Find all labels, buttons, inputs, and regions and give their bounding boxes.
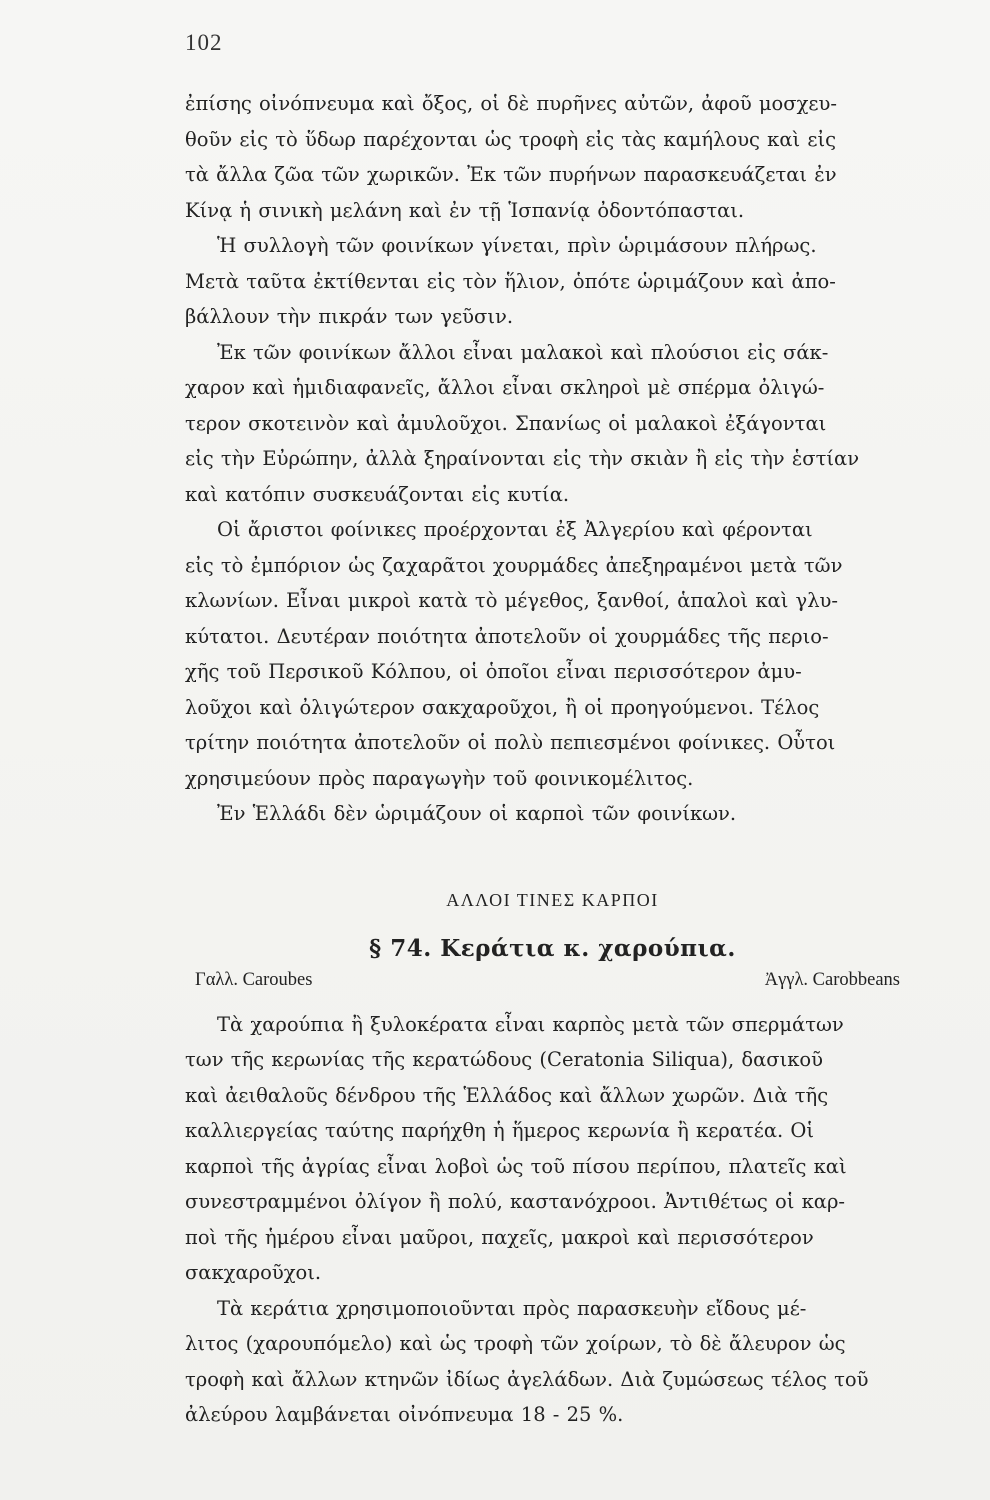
text-line: λιτος (χαρουπόμελο) καὶ ὡς τροφὴ τῶν χοίρων, τὸ δὲ ἄλευρον ὡς — [185, 1332, 846, 1355]
text-line: ἐπίσης οἰνόπνευμα καὶ ὄξος, οἱ δὲ πυρῆνες αὐτῶν, ἀφοῦ μοσχευ- — [185, 92, 837, 115]
text-line: Τὰ κεράτια χρησιμοποιοῦνται πρὸς παρασκευὴν εἴδους μέ- — [217, 1296, 807, 1320]
text-line: καὶ κατόπιν συσκευάζονται εἰς κυτία. — [185, 482, 570, 506]
text-line: Ἐν Ἑλλάδι δὲν ὡριμάζουν οἱ καρποὶ τῶν φοινίκων. — [217, 802, 737, 825]
text-line: Μετὰ ταῦτα ἐκτίθενται εἰς τὸν ἥλιον, ὁπότε ὡριμάζουν καὶ ἀπο- — [185, 269, 836, 293]
text-line: Τὰ χαρούπια ἢ ξυλοκέρατα εἶναι καρπὸς μετὰ τῶν σπερμάτων — [217, 1012, 844, 1036]
text-line: καὶ ἀειθαλοῦς δένδρου τῆς Ἑλλάδος καὶ ἄλλων χωρῶν. Διὰ τῆς — [185, 1083, 829, 1107]
text-line: Κίνᾳ ἡ σινικὴ μελάνη καὶ ἐν τῇ Ἱσπανίᾳ ὀδοντόπασται. — [185, 198, 745, 222]
text-line: χαρον καὶ ἡμιδιαφανεῖς, ἄλλοι εἶναι σκληροὶ μὲ σπέρμα ὀλιγώ- — [185, 376, 825, 399]
text-line: τροφὴ καὶ ἄλλων κτηνῶν ἰδίως ἀγελάδων. Διὰ ζυμώσεως τέλος τοῦ — [185, 1367, 869, 1391]
paragraph-3 — [185, 335, 920, 513]
text-line: χρησιμεύουν πρὸς παραγωγὴν τοῦ φοινικομέλιτος. — [185, 766, 694, 790]
text-line: ποὶ τῆς ἡμέρου εἶναι μαῦροι, παχεῖς, μακροὶ καὶ περισσότερον — [185, 1225, 814, 1249]
text-line: τερον σκοτεινὸν καὶ ἀμυλοῦχοι. Σπανίως οἱ μαλακοὶ ἐξάγονται — [185, 411, 827, 435]
text-line: Ἡ συλλογὴ τῶν φοινίκων γίνεται, πρὶν ὡριμάσουν πλήρως. — [217, 234, 817, 257]
text-line: συνεστραμμένοι ὀλίγον ἢ πολύ, καστανόχροοι. Ἀντιθέτως οἱ καρ- — [185, 1190, 846, 1213]
text-line: των τῆς κερωνίας τῆς κερατώδους (Ceratonia Siliqua), δασικοῦ — [185, 1048, 824, 1071]
text-line: καρποὶ τῆς ἀγρίας εἶναι λοβοὶ ὡς τοῦ πίσου περίπου, πλατεῖς καὶ — [185, 1154, 847, 1178]
text-line: ἀλεύρου λαμβάνεται οἰνόπνευμα 18 - 25 %. — [185, 1403, 624, 1426]
paragraph-4 — [185, 512, 920, 796]
text-line: τρίτην ποιότητα ἀποτελοῦν οἱ πολὺ πεπιεσμένοι φοίνικες. Οὗτοι — [185, 731, 836, 754]
section-title: § 74. Κεράτια κ. χαρούπια. — [369, 934, 736, 962]
translation-english: Ἀγγλ. Carobbeans — [764, 969, 900, 990]
section-heading: ΑΛΛΟΙ ΤΙΝΕΣ ΚΑΡΠΟΙ — [446, 889, 659, 910]
page-number: 102 — [185, 30, 223, 55]
text-line: τὰ ἄλλα ζῶα τῶν χωρικῶν. Ἐκ τῶν πυρήνων παρασκευάζεται ἐν — [185, 163, 837, 186]
text-line: καλλιεργείας ταύτης παρήχθη ἡ ἥμερος κερωνία ἢ κερατέα. Οἱ — [185, 1119, 815, 1142]
text-line: χῆς τοῦ Περσικοῦ Κόλπου, οἱ ὁποῖοι εἶναι περισσότερον ἀμυ- — [185, 660, 802, 683]
paragraph-5 — [185, 796, 920, 832]
paragraph-1 — [185, 86, 920, 228]
text-line: θοῦν εἰς τὸ ὕδωρ παρέχονται ὡς τροφὴ εἰς τὰς καμήλους καὶ εἰς — [185, 127, 837, 151]
text-line: σακχαροῦχοι. — [185, 1261, 322, 1284]
text-line: εἰς τὴν Εὐρώπην, ἀλλὰ ξηραίνονται εἰς τὴν σκιὰν ἢ εἰς τὴν ἑστίαν — [185, 447, 860, 470]
text-line: Οἱ ἄριστοι φοίνικες προέρχονται ἐξ Ἀλγερίου καὶ φέρονται — [217, 518, 813, 541]
text-line: Ἐκ τῶν φοινίκων ἄλλοι εἶναι μαλακοὶ καὶ πλούσιοι εἰς σάκ- — [217, 340, 829, 364]
translations-row — [195, 970, 900, 991]
text-line: κύτατοι. Δευτέραν ποιότητα ἀποτελοῦν οἱ χουρμάδες τῆς περιο- — [185, 624, 829, 648]
paragraph-2 — [185, 228, 920, 335]
text-line: λοῦχοι καὶ ὀλιγώτερον σακχαροῦχοι, ἢ οἱ προηγούμενοι. Τέλος — [185, 695, 820, 719]
translation-french: Γαλλ. Caroubes — [195, 969, 313, 990]
paragraph-6 — [185, 1007, 920, 1291]
text-line: βάλλουν τὴν πικράν των γεῦσιν. — [185, 305, 514, 328]
text-line: κλωνίων. Εἶναι μικροὶ κατὰ τὸ μέγεθος, ξανθοί, ἁπαλοὶ καὶ γλυ- — [185, 589, 839, 612]
text-line: εἰς τὸ ἐμπόριον ὡς ζαχαρᾶτοι χουρμάδες ἀπεξηραμένοι μετὰ τῶν — [185, 553, 843, 577]
paragraph-7 — [185, 1291, 920, 1433]
